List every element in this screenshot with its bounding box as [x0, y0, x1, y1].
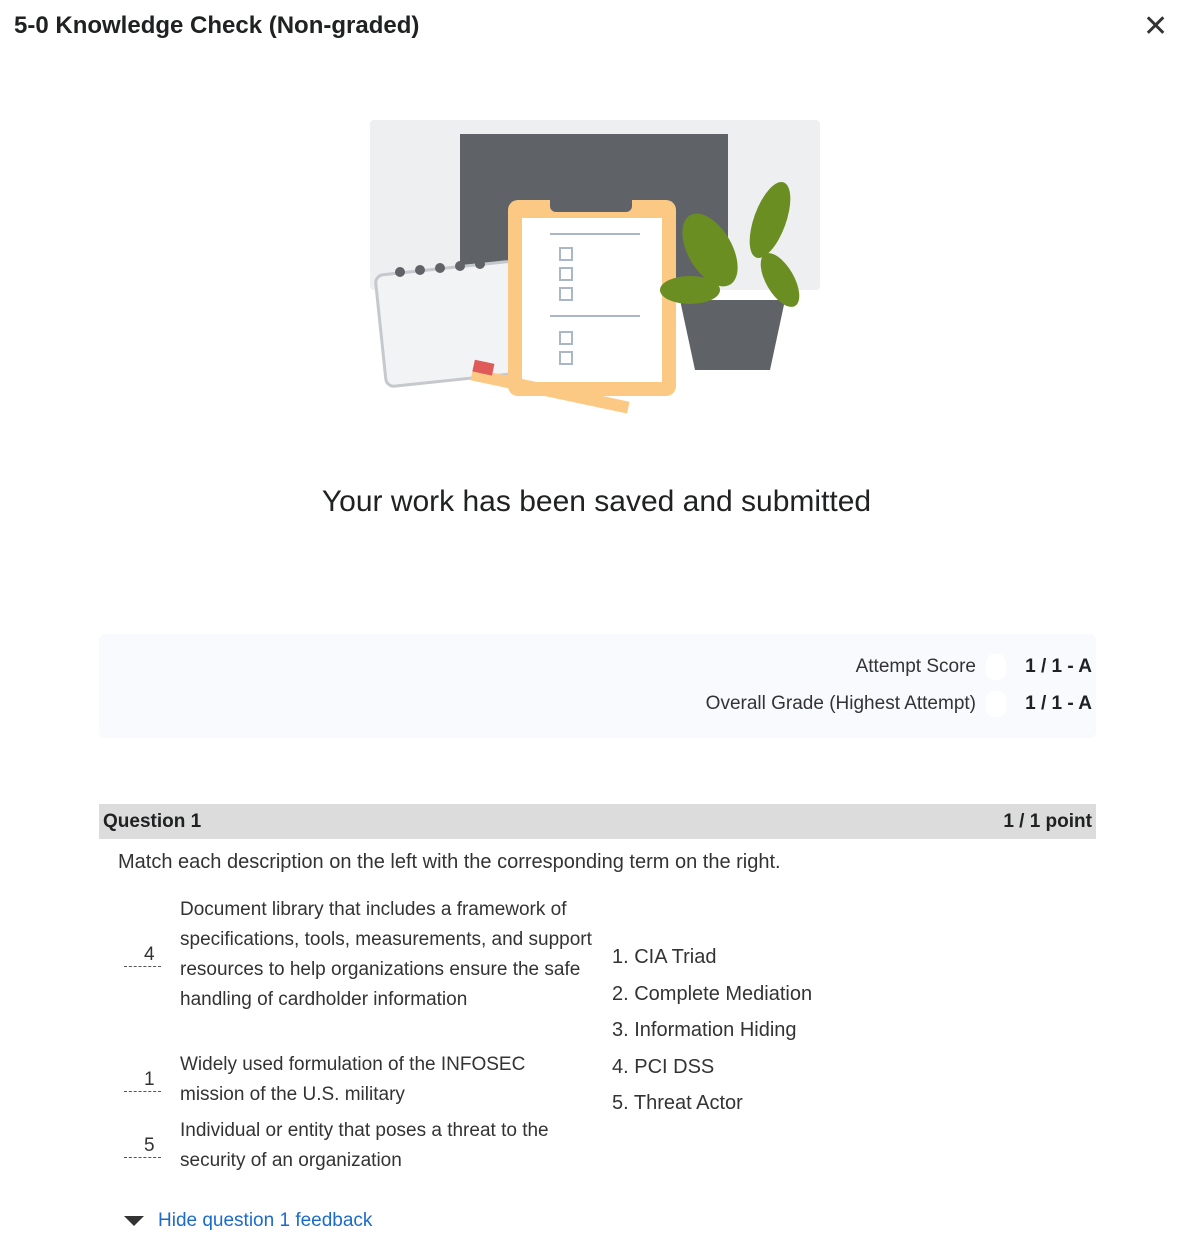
description-text: Individual or entity that poses a threat to the security of an organization	[180, 1120, 549, 1171]
selected-answer: 1	[124, 1069, 161, 1092]
attempt-score-row	[856, 654, 1092, 680]
term-item: 5. Threat Actor	[612, 1092, 743, 1114]
overall-grade-label: Overall Grade (Highest Attempt)	[705, 693, 976, 714]
attempt-score-value: 1 / 1 - A	[1025, 656, 1092, 677]
description-text: Document library that includes a framework of specifications, tools, measurements, and support resources to help organizations ensure the safe handling of cardholder information	[180, 899, 592, 1010]
selected-answer: 4	[124, 944, 161, 967]
term-item: 4. PCI DSS	[612, 1055, 715, 1078]
matching-pair	[124, 895, 594, 1015]
term-item: 3. Information Hiding	[612, 1019, 797, 1041]
caret-down-icon	[124, 1216, 144, 1226]
overall-grade-value: 1 / 1 - A	[1025, 693, 1092, 714]
submission-illustration	[330, 110, 860, 430]
matching-pair	[124, 1116, 594, 1176]
question-header	[99, 804, 1096, 839]
score-summary	[99, 634, 1096, 738]
hide-feedback-label[interactable]: Hide question 1 feedback	[158, 1210, 373, 1231]
close-icon[interactable]: ✕	[1143, 10, 1169, 43]
term-item: 1. CIA Triad	[612, 946, 717, 968]
question-title: Question 1	[103, 810, 202, 832]
attempt-score-label: Attempt Score	[855, 656, 976, 677]
terms-list	[612, 946, 812, 1129]
term-item: 2. Complete Mediation	[612, 982, 813, 1005]
question-points: 1 / 1 point	[1003, 810, 1092, 832]
question-prompt: Match each description on the left with the corresponding term on the right.	[118, 851, 781, 873]
description-text: Widely used formulation of the INFOSEC mission of the U.S. military	[180, 1054, 526, 1105]
overall-grade-row	[706, 691, 1092, 717]
submission-message: Your work has been saved and submitted	[321, 485, 872, 518]
selected-answer: 5	[124, 1135, 161, 1158]
matching-pair	[124, 1050, 594, 1110]
hide-feedback-toggle[interactable]	[124, 1210, 372, 1232]
page-title: 5-0 Knowledge Check (Non-graded)	[14, 12, 420, 39]
